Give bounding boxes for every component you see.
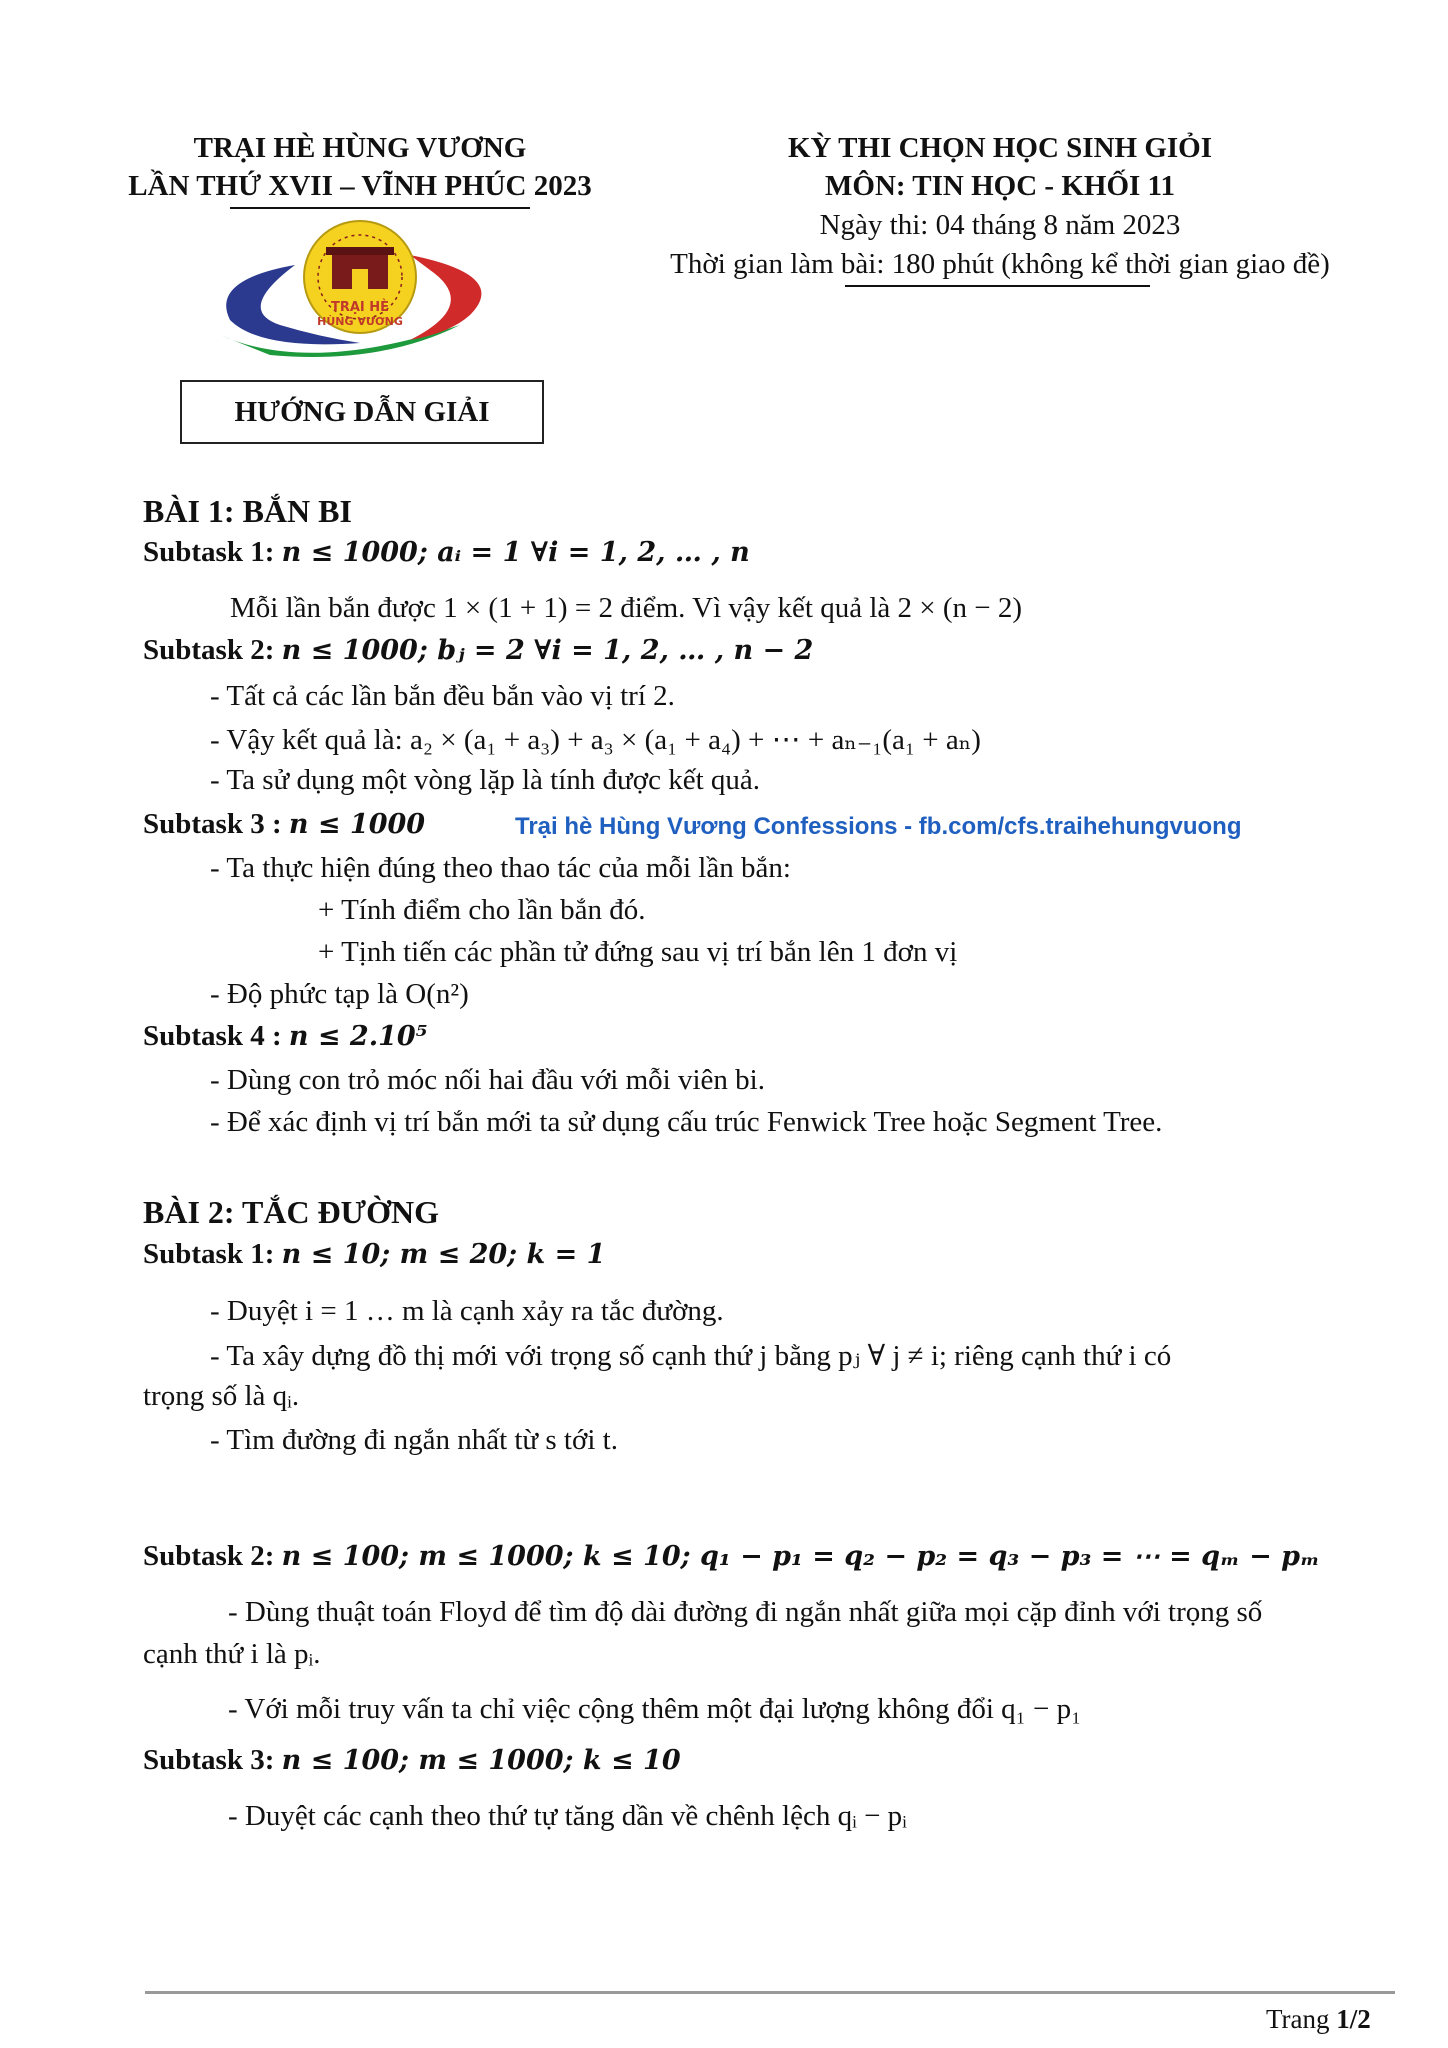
logo-text-1: TRẠI HÈ xyxy=(330,300,390,315)
confessions-watermark: Trại hè Hùng Vương Confessions - fb.com/cfs.traihehungvuong xyxy=(515,813,1242,840)
p2-subtask2-line3: - Với mỗi truy vấn ta chỉ việc cộng thêm một đại lượng không đổi q₁ − p₁ xyxy=(228,1693,1082,1725)
p2-subtask1-line4: - Tìm đường đi ngắn nhất từ s tới t. xyxy=(210,1424,618,1456)
p1-subtask1-heading xyxy=(143,536,750,569)
p1-subtask3-line2: + Tính điểm cho lần bắn đó. xyxy=(318,894,646,926)
p1-subtask1-text: Mỗi lần bắn được 1 × (1 + 1) = 2 điểm. Vì vậy kết quả là 2 × (n − 2) xyxy=(230,592,1023,624)
page-value: 1/2 xyxy=(1336,2004,1371,2034)
answer-guide-title: HƯỚNG DẪN GIẢI xyxy=(180,380,544,444)
p1-subtask2-line3: - Ta sử dụng một vòng lặp là tính được kết quả. xyxy=(210,764,761,796)
p2-subtask1-line1: - Duyệt i = 1 … m là cạnh xảy ra tắc đường. xyxy=(210,1295,724,1327)
p1-subtask2-line1: - Tất cả các lần bắn đều bắn vào vị trí 2. xyxy=(210,680,675,712)
camp-edition: LẦN THỨ XVII – VĨNH PHÚC 2023 xyxy=(128,170,592,202)
header-right-underline xyxy=(845,285,1150,287)
p2-subtask1-heading xyxy=(143,1238,605,1271)
p1-subtask4-heading xyxy=(143,1020,428,1053)
p1-subtask2-label: Subtask 2: xyxy=(143,634,275,666)
p1-subtask2-heading xyxy=(143,634,813,667)
exam-title: KỲ THI CHỌN HỌC SINH GIỎI xyxy=(787,132,1213,164)
problem1-title: BÀI 1: BẮN BI xyxy=(143,493,352,529)
p2-subtask1-line2: - Ta xây dựng đồ thị mới với trọng số cạnh thứ j bằng pⱼ ∀ j ≠ i; riêng cạnh thứ i có xyxy=(210,1340,1172,1372)
p2-subtask3-heading xyxy=(143,1744,681,1777)
p1-subtask4-line1: - Dùng con trỏ móc nối hai đầu với mỗi viên bi. xyxy=(210,1064,765,1096)
p1-subtask3-condition: n ≤ 1000 xyxy=(288,809,426,840)
p1-subtask2-line2: - Vậy kết quả là: a₂ × (a₁ + a₃) + a₃ × (a₁ + a₄) + ⋯ + aₙ₋₁(a₁ + aₙ) xyxy=(210,724,981,756)
p1-subtask1-condition: n ≤ 1000; aᵢ = 1 ∀i = 1, 2, … , n xyxy=(281,537,750,568)
logo-red-swoosh xyxy=(410,255,481,340)
p2-subtask2-condition: n ≤ 100; m ≤ 1000; k ≤ 10; q₁ − p₁ = q₂ − p₂ = q₃ − p₃ = ⋯ = qₘ − pₘ xyxy=(281,1541,1320,1572)
p1-subtask4-condition: n ≤ 2.10⁵ xyxy=(288,1021,428,1052)
logo-text-2: HÙNG VƯƠNG xyxy=(317,315,403,328)
p1-subtask3-heading xyxy=(143,808,425,841)
exam-subject: MÔN: TIN HỌC - KHỐI 11 xyxy=(825,170,1175,202)
p1-subtask3-line3: + Tịnh tiến các phần tử đứng sau vị trí bắn lên 1 đơn vị xyxy=(318,936,958,968)
camp-logo xyxy=(210,215,510,365)
p2-subtask2-heading xyxy=(143,1540,1320,1573)
header-left-underline xyxy=(230,207,530,209)
p2-subtask3-line1: - Duyệt các cạnh theo thứ tự tăng dần về chênh lệch qᵢ − pᵢ xyxy=(228,1800,907,1832)
p1-subtask4-label: Subtask 4 : xyxy=(143,1020,282,1052)
p2-subtask3-condition: n ≤ 100; m ≤ 1000; k ≤ 10 xyxy=(281,1745,681,1776)
p2-subtask3-label: Subtask 3: xyxy=(143,1744,275,1776)
camp-name: TRẠI HÈ HÙNG VƯƠNG xyxy=(193,132,527,164)
p2-subtask1-condition: n ≤ 10; m ≤ 20; k = 1 xyxy=(281,1239,606,1270)
p2-subtask2-line1: - Dùng thuật toán Floyd để tìm độ dài đường đi ngắn nhất giữa mọi cặp đỉnh với trọng số xyxy=(228,1596,1263,1628)
p1-subtask1-label: Subtask 1: xyxy=(143,536,275,568)
p1-subtask3-line4: - Độ phức tạp là O(n²) xyxy=(210,978,469,1010)
p1-subtask2-condition: n ≤ 1000; bⱼ = 2 ∀i = 1, 2, … , n − 2 xyxy=(281,635,814,666)
exam-date: Ngày thi: 04 tháng 8 năm 2023 xyxy=(819,209,1181,241)
p2-subtask2-line2: cạnh thứ i là pᵢ. xyxy=(143,1638,321,1670)
p1-subtask3-label: Subtask 3 : xyxy=(143,808,282,840)
p1-subtask3-line1: - Ta thực hiện đúng theo thao tác của mỗi lần bắn: xyxy=(210,852,791,884)
problem2-title: BÀI 2: TẮC ĐƯỜNG xyxy=(143,1194,440,1230)
p2-subtask1-label: Subtask 1: xyxy=(143,1238,275,1270)
page-prefix: Trang xyxy=(1266,2004,1337,2034)
exam-duration: Thời gian làm bài: 180 phút (không kể thời gian giao đề) xyxy=(670,248,1330,280)
p2-subtask2-label: Subtask 2: xyxy=(143,1540,275,1572)
p2-subtask1-line3: trọng số là qᵢ. xyxy=(143,1380,300,1412)
p1-subtask4-line2: - Để xác định vị trí bắn mới ta sử dụng cấu trúc Fenwick Tree hoặc Segment Tree. xyxy=(210,1106,1163,1138)
page-number xyxy=(1266,2004,1371,2035)
footer-divider xyxy=(145,1991,1395,1994)
